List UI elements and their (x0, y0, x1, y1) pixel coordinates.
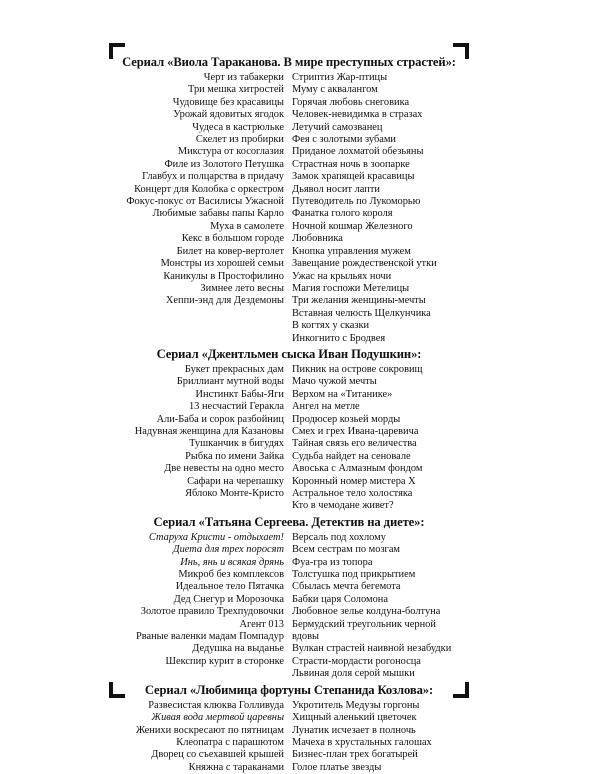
book-title: Рваные валенки мадам Помпадур (135, 631, 284, 643)
book-title: Фея с золотыми зубами (292, 134, 396, 146)
book-title: Дьявол носит лапти (292, 183, 380, 195)
series-heading: Сериал «Джентльмен сыска Иван Подушкин»: (156, 346, 422, 361)
right-column (289, 72, 457, 345)
book-title: Дворец со съехавшей крышей (151, 749, 284, 761)
book-title: Любовное зелье колдуна-болтуна (292, 606, 441, 618)
right-column (289, 700, 457, 774)
book-title: Бриллиант мутной воды (176, 376, 284, 388)
book-title: Тушканчик в бигудях (189, 438, 284, 450)
page-frame (109, 43, 469, 773)
book-title: Пикник на острове сокровищ (292, 363, 423, 375)
book-title: Всем сестрам по мозгам (292, 544, 401, 556)
book-title: Хищный аленький цветочек (292, 712, 417, 724)
book-title: Замок храпящей красавицы (292, 171, 415, 183)
series-section-sergeeva (121, 514, 457, 681)
series-heading: Сериал «Любимица фортуны Степанида Козлова»: (144, 682, 434, 697)
book-title: Скелет из пробирки (195, 134, 284, 146)
book-title: Рыбка по имени Зайка (185, 450, 284, 462)
book-title: Смех и грех Ивана-царевича (292, 425, 419, 437)
book-title: Магия госпожи Метелицы (292, 282, 410, 294)
series-heading: Сериал «Татьяна Сергеева. Детектив на диете»: (153, 514, 425, 529)
book-title: Завещание рождественской утки (292, 258, 437, 270)
book-title: Агент 013 (239, 618, 284, 630)
book-title: Инстинкт Бабы-Яги (195, 388, 284, 400)
book-title: Развесистая клюква Голливуда (148, 699, 284, 711)
book-title: Горячая любовь снеговика (292, 96, 410, 108)
book-title: Сбылась мечта бегемота (292, 581, 401, 593)
book-title: Стриптиз Жар-птицы (292, 72, 388, 83)
book-title: Женихи воскресают по пятницам (135, 724, 284, 736)
book-title: Микроб без комплексов (178, 569, 284, 581)
series-section-viola (121, 54, 457, 345)
book-title: Идеальное тело Пятачка (175, 581, 284, 593)
book-title: Укротитель Медузы горгоны (292, 699, 420, 711)
book-title: Три мешка хитростей (188, 84, 284, 96)
book-title: Ужас на крыльях ночи (292, 270, 392, 282)
book-title: Коронный номер мистера Х (292, 475, 416, 487)
book-title: Страсти-мордасти рогоносца (292, 655, 421, 667)
book-title: Ночной кошмар Железного Любовника (292, 220, 413, 245)
book-title: Бермудский треугольник черной вдовы (292, 618, 436, 643)
book-title: Золотое правило Трехпудовочки (140, 606, 284, 618)
book-title: Толстушка под прикрытием (292, 569, 416, 581)
book-title: Концерт для Колобка с оркестром (134, 183, 284, 195)
book-title: Клеопатра с парашютом (176, 736, 284, 748)
right-column (289, 532, 457, 681)
book-title: Ангел на метле (292, 401, 360, 413)
book-title: Кнопка управления мужем (292, 245, 411, 257)
book-title: Голое платье звезды (292, 761, 382, 773)
book-title: Вставная челюсть Щелкунчика (292, 307, 431, 319)
book-title: Любимые забавы папы Карло (152, 208, 284, 220)
book-title: Зимнее лето весны (200, 282, 284, 294)
book-title: Фуа-гра из топора (292, 556, 373, 568)
book-title: Черт из табакерки (203, 72, 284, 83)
series-heading: Сериал «Виола Тараканова. В мире преступных страстей»: (122, 55, 456, 69)
book-title: Инкогнито с Бродвея (292, 332, 386, 344)
book-title: Львиная доля серой мышки (292, 668, 415, 680)
book-title: Летучий самозванец (292, 121, 383, 133)
book-title: Мачеха в хрустальных галошах (292, 736, 432, 748)
book-title: Путеводитель по Лукоморью (292, 196, 421, 208)
book-title: Тайная связь его величества (292, 438, 417, 450)
book-title: Дед Снегур и Морозочка (173, 593, 284, 605)
book-title: Фокус-покус от Василисы Ужасной (126, 196, 284, 208)
book-title: Кто в чемодане живет? (292, 500, 394, 512)
book-title: Старуха Кристи - отдыхает! (148, 531, 284, 543)
book-title: Билет на ковер-вертолет (176, 245, 284, 257)
book-title: Микстура от косоглазия (177, 146, 284, 158)
left-column (121, 700, 289, 774)
book-title: Муму с аквалангом (292, 84, 378, 96)
book-title: Человек-невидимка в стразах (292, 109, 423, 121)
book-title: Бизнес-план трех богатырей (292, 749, 418, 761)
book-title: Две невесты на одно место (164, 463, 284, 475)
book-title: Яблоко Монте-Кристо (185, 488, 284, 499)
book-title: Бабки царя Соломона (292, 593, 388, 605)
book-title: Продюсер козьей морды (292, 413, 401, 425)
book-title: Сафари на черепашку (187, 475, 284, 487)
book-title: Филе из Золотого Петушка (164, 158, 284, 170)
book-title: Страстная ночь в зоопарке (292, 158, 410, 170)
book-title: Чудовище без красавицы (172, 96, 284, 108)
book-title: Шекспир курит в сторонке (165, 655, 284, 667)
book-title: В когтях у сказки (292, 320, 370, 332)
book-title: Фанатка голого короля (292, 208, 393, 220)
book-title: Урожай ядовитых ягодок (173, 109, 284, 121)
book-title: Хеппи-энд для Дездемоны (165, 295, 284, 307)
left-column (121, 364, 289, 500)
book-title: Живая вода мертвой царевны (151, 712, 284, 724)
book-title: Кекс в большом городе (181, 233, 284, 245)
book-title: 13 несчастий Геракла (188, 401, 284, 413)
book-title: Дедушка на выданье (192, 643, 284, 655)
book-title: Каникулы в Простофилино (163, 270, 284, 282)
book-title: Букет прекрасных дам (184, 363, 284, 375)
series-section-kozlova (121, 682, 457, 774)
book-list (121, 53, 457, 774)
book-title: Монстры из хорошей семьи (160, 258, 284, 270)
book-title: Три желания женщины-мечты (292, 295, 426, 307)
left-column (121, 532, 289, 668)
book-title: Вулкан страстей наивной незабудки (292, 643, 452, 655)
book-title: Верхом на «Титанике» (292, 388, 393, 400)
book-title: Али-Баба и сорок разбойниц (156, 413, 284, 425)
book-title: Астральное тело холостяка (292, 488, 413, 499)
book-title: Чудеса в кастрюльке (192, 121, 284, 133)
book-title: Главбух и полцарства в придачу (142, 171, 284, 183)
left-column (121, 72, 289, 308)
book-title: Диета для трех поросят (172, 544, 284, 556)
book-title: Судьба найдет на сеновале (292, 450, 411, 462)
right-column (289, 364, 457, 513)
book-title: Муха в самолете (210, 220, 284, 232)
book-title: Инь, янь и всякая дрянь (180, 556, 284, 568)
book-title: Надувная женщина для Казановы (134, 425, 284, 437)
book-title: Лунатик исчезает в полночь (292, 724, 416, 736)
book-title: Мачо чужой мечты (292, 376, 377, 388)
series-section-podushkin (121, 346, 457, 513)
book-title: Княжна с тараканами (188, 761, 284, 773)
book-title: Приданое лохматой обезьяны (292, 146, 424, 158)
book-title: Авоська с Алмазным фондом (292, 463, 423, 475)
book-title: Версаль под хохлому (292, 531, 386, 543)
